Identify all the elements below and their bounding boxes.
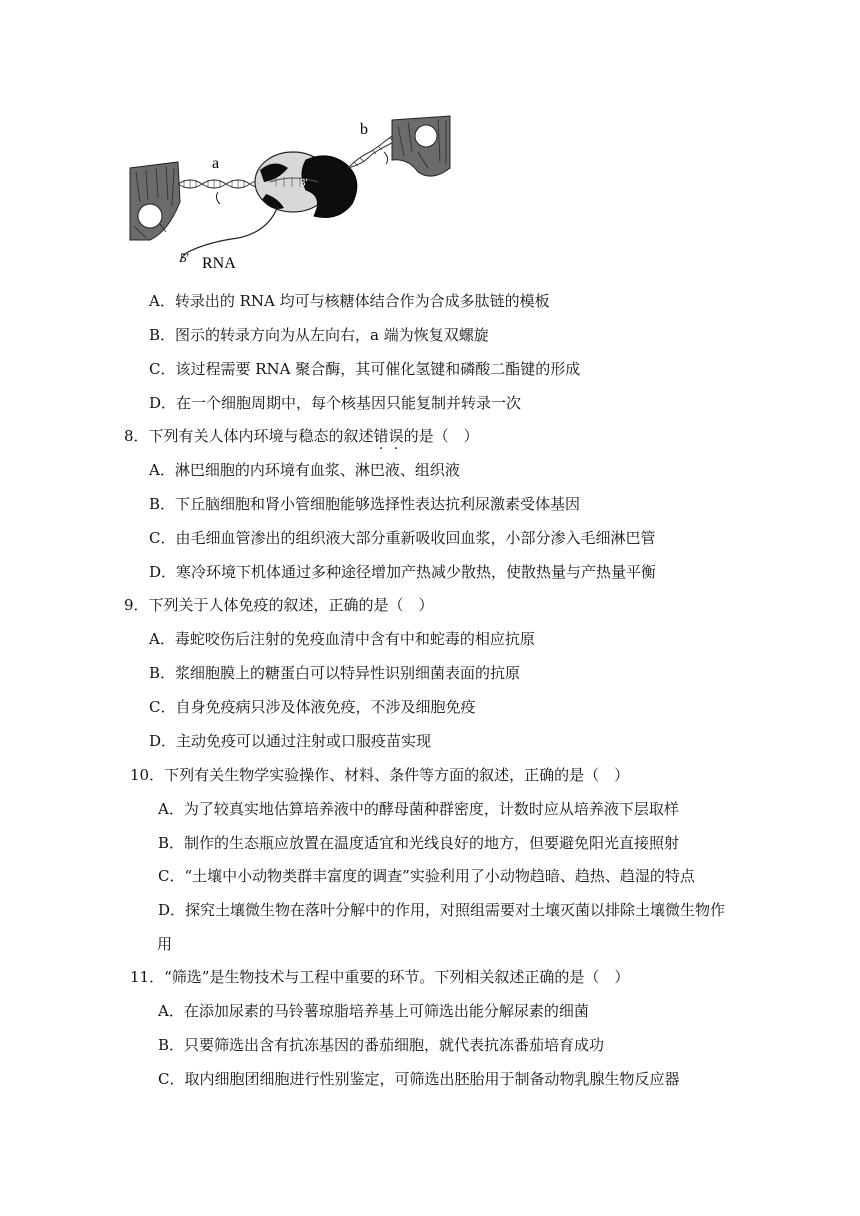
q10-stem: 10．下列有关生物学实验操作、材料、条件等方面的叙述，正确的是（ ） [130, 766, 630, 784]
q7-option-b: B．图示的转录方向为从左向右，a 端为恢复双螺旋 [149, 326, 489, 344]
q9-stem: 9．下列关于人体免疫的叙述，正确的是（ ） [124, 596, 434, 614]
transcription-diagram [128, 112, 458, 280]
q8-option-c: C．由毛细血管渗出的组织液大部分重新吸收回血浆，小部分渗入毛细淋巴管 [149, 529, 656, 547]
q7-option-d: D．在一个细胞周期中，每个核基因只能复制并转录一次 [149, 394, 522, 412]
q8-option-d: D．寒冷环境下机体通过多种途径增加产热减少散热，使散热量与产热量平衡 [149, 563, 657, 581]
q11-option-b: B．只要筛选出含有抗冻基因的番茄细胞，就代表抗冻番茄培育成功 [158, 1036, 605, 1054]
arrow-b-icon [384, 152, 388, 164]
rna-strand [180, 206, 278, 262]
q9-option-d: D．主动免疫可以通过注射或口服疫苗实现 [149, 732, 432, 750]
label-3prime: 3′ [300, 177, 308, 189]
left-chromatin [130, 162, 180, 240]
q11-stem: 11．“筛选”是生物技术与工程中重要的环节。下列相关叙述正确的是（ ） [130, 968, 630, 986]
q8-option-a: A．淋巴细胞的内环境有血浆、淋巴液、组织液 [149, 461, 460, 479]
label-rna: RNA [202, 255, 236, 272]
q7-option-c: C．该过程需要 RNA 聚合酶，其可催化氢键和磷酸二酯键的形成 [149, 360, 581, 378]
q11-option-c: C．取内细胞团细胞进行性别鉴定，可筛选出胚胎用于制备动物乳腺生物反应器 [158, 1070, 680, 1088]
q11-option-a: A．在添加尿素的马铃薯琼脂培养基上可筛选出能分解尿素的细菌 [158, 1002, 589, 1020]
label-5prime: 5′ [180, 250, 190, 265]
arrow-a-icon [216, 192, 220, 204]
q10-option-d-cont: 用 [157, 935, 173, 953]
emphasis-char: 误 [388, 427, 404, 445]
q7-option-a: A．转录出的 RNA 均可与核糖体结合作为合成多肽链的模板 [149, 292, 550, 310]
q8-option-b: B．下丘脑细胞和肾小管细胞能够选择性表达抗利尿激素受体基因 [149, 495, 581, 513]
label-b: b [360, 121, 368, 138]
right-chromatin [392, 116, 450, 176]
label-a: a [212, 155, 220, 172]
q10-option-b: B．制作的生态瓶应放置在温度适宜和光线良好的地方，但要避免阳光直接照射 [158, 834, 680, 852]
q9-option-a: A．毒蛇咬伤后注射的免疫血清中含有中和蛇毒的相应抗原 [149, 630, 535, 648]
q10-option-c: C．“土壤中小动物类群丰富度的调查”实验利用了小动物趋暗、趋热、趋湿的特点 [158, 867, 695, 885]
q10-option-d: D．探究土壤微生物在落叶分解中的作用，对照组需要对土壤灭菌以排除土壤微生物作 [158, 901, 726, 919]
q9-option-c: C．自身免疫病只涉及体液免疫，不涉及细胞免疫 [149, 698, 476, 716]
q10-option-a: A．为了较真实地估算培养液中的酵母菌种群密度，计数时应从培养液下层取样 [158, 800, 679, 818]
emphasis-char: 错 [373, 427, 389, 445]
q9-option-b: B．浆细胞膜上的糖蛋白可以特异性识别细菌表面的抗原 [149, 664, 521, 682]
q8-stem: 8．下列有关人体内环境与稳态的叙述错误的是（ ） [124, 427, 479, 445]
